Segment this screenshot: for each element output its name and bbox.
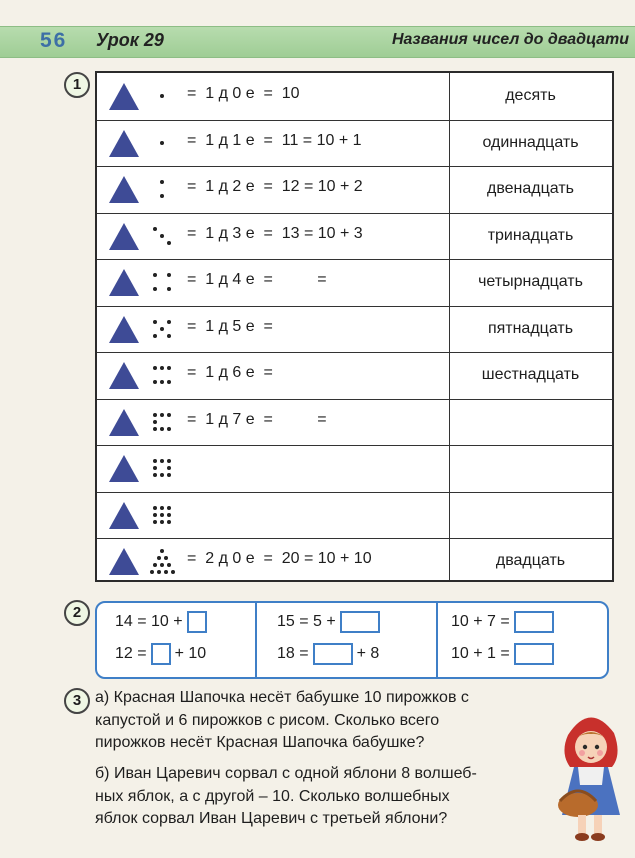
unit-dot bbox=[167, 413, 171, 417]
page-number: 56 bbox=[40, 29, 68, 52]
unit-dot bbox=[153, 563, 157, 567]
unit-dot bbox=[167, 466, 171, 470]
unit-dot bbox=[153, 506, 157, 510]
number-word: двадцать bbox=[495, 552, 566, 569]
row-formula: = 1 д 7 е = = bbox=[187, 410, 327, 428]
unit-dot bbox=[153, 287, 157, 291]
row-formula: = 1 д 1 е = 11 = 10 + 1 bbox=[187, 131, 362, 149]
unit-dot bbox=[153, 520, 157, 524]
table-row bbox=[97, 120, 612, 168]
unit-dot bbox=[157, 556, 161, 560]
ten-triangle-icon bbox=[109, 176, 139, 203]
unit-dot bbox=[160, 413, 164, 417]
problem-line: капустой и 6 пирожков с рисом. Сколько всего bbox=[95, 711, 440, 729]
equation-text: 18 = bbox=[277, 645, 309, 662]
equation bbox=[277, 643, 379, 665]
equations-box bbox=[95, 601, 609, 679]
units-dots bbox=[149, 306, 175, 352]
equation bbox=[451, 611, 554, 633]
number-word: десять bbox=[505, 87, 556, 104]
ten-triangle-icon bbox=[109, 130, 139, 157]
unit-dot bbox=[160, 380, 164, 384]
units-dots bbox=[149, 492, 175, 538]
units-dots bbox=[149, 445, 175, 491]
unit-dot bbox=[153, 420, 157, 424]
row-formula: = 1 д 3 е = 13 = 10 + 3 bbox=[187, 224, 363, 242]
problem-line: ных яблок, а с другой – 10. Сколько волшебных bbox=[95, 787, 450, 805]
unit-dot bbox=[160, 563, 164, 567]
units-dots bbox=[149, 399, 175, 445]
unit-dot bbox=[153, 380, 157, 384]
unit-dot bbox=[160, 549, 164, 553]
task-2-number: 2 bbox=[64, 600, 90, 626]
unit-dot bbox=[160, 327, 164, 331]
answer-box[interactable] bbox=[313, 643, 353, 665]
row-formula: = 1 д 2 е = 12 = 10 + 2 bbox=[187, 178, 363, 195]
equation bbox=[115, 643, 206, 665]
equation-text: 14 = 10 + bbox=[115, 613, 183, 630]
unit-dot bbox=[167, 459, 171, 463]
task-3-number: 3 bbox=[64, 688, 90, 714]
ten-triangle-icon bbox=[109, 455, 139, 482]
number-word: одиннадцать bbox=[482, 133, 579, 151]
unit-dot bbox=[160, 141, 164, 145]
unit-dot bbox=[153, 320, 157, 324]
units-dots bbox=[149, 166, 175, 212]
unit-dot bbox=[153, 413, 157, 417]
equation-text: + 8 bbox=[356, 645, 380, 662]
problem-line: пирожков несёт Красная Шапочка бабушке? bbox=[95, 734, 425, 751]
number-word: двенадцать bbox=[487, 180, 574, 197]
number-word: пятнадцать bbox=[487, 319, 574, 337]
unit-dot bbox=[153, 466, 157, 470]
table-row bbox=[97, 166, 612, 214]
unit-dot bbox=[167, 473, 171, 477]
topic-title: Названия чисел до двадцати bbox=[391, 31, 629, 48]
unit-dot bbox=[167, 563, 171, 567]
unit-dot bbox=[160, 234, 164, 238]
table-row bbox=[97, 306, 612, 354]
problem-b bbox=[95, 763, 555, 831]
answer-box[interactable] bbox=[514, 643, 554, 665]
equation-text: 10 + 1 = bbox=[451, 645, 510, 662]
unit-dot bbox=[153, 459, 157, 463]
equation bbox=[451, 643, 554, 665]
table-row bbox=[97, 445, 612, 493]
unit-dot bbox=[160, 180, 164, 184]
table-row bbox=[97, 259, 612, 307]
equation-text: 10 + 7 = bbox=[451, 613, 510, 630]
problem-line: яблок сорвал Иван Царевич с третьей яблони? bbox=[95, 810, 448, 827]
units-dots bbox=[149, 120, 175, 166]
unit-dot bbox=[167, 241, 171, 245]
unit-dot bbox=[160, 506, 164, 510]
unit-dot bbox=[167, 427, 171, 431]
unit-dot bbox=[153, 427, 157, 431]
unit-dot bbox=[160, 94, 164, 98]
equation-text: 12 = bbox=[115, 645, 147, 662]
number-word: четырнадцать bbox=[478, 273, 583, 290]
unit-dot bbox=[160, 520, 164, 524]
table-row bbox=[97, 352, 612, 400]
row-formula: = 2 д 0 е = 20 = 10 + 10 bbox=[187, 550, 372, 567]
unit-dot bbox=[167, 380, 171, 384]
unit-dot bbox=[167, 273, 171, 277]
numbers-table bbox=[95, 71, 614, 582]
row-formula: = 1 д 0 е = 10 bbox=[187, 85, 300, 102]
row-formula: = 1 д 5 е = bbox=[187, 317, 273, 335]
problem-line: б) Иван Царевич сорвал с одной яблони 8 волшеб- bbox=[95, 765, 477, 782]
unit-dot bbox=[153, 227, 157, 231]
ten-triangle-icon bbox=[109, 223, 139, 250]
unit-dot bbox=[160, 473, 164, 477]
task-1-number: 1 bbox=[64, 72, 90, 98]
ten-triangle-icon bbox=[109, 269, 139, 296]
row-formula: = 1 д 6 е = bbox=[187, 364, 273, 381]
unit-dot bbox=[160, 194, 164, 198]
ten-triangle-icon bbox=[109, 409, 139, 436]
ten-triangle-icon bbox=[109, 83, 139, 110]
equation bbox=[277, 611, 380, 633]
units-dots bbox=[149, 213, 175, 259]
unit-dot bbox=[167, 334, 171, 338]
table-row bbox=[97, 492, 612, 540]
answer-box[interactable] bbox=[340, 611, 380, 633]
answer-box[interactable] bbox=[151, 643, 171, 665]
unit-dot bbox=[160, 427, 164, 431]
unit-dot bbox=[167, 520, 171, 524]
unit-dot bbox=[164, 570, 168, 574]
unit-dot bbox=[150, 570, 154, 574]
unit-dot bbox=[157, 570, 161, 574]
ten-triangle-icon bbox=[109, 362, 139, 389]
ten-triangle-icon bbox=[109, 548, 139, 575]
column-divider bbox=[436, 603, 438, 677]
table-row bbox=[97, 399, 612, 447]
unit-dot bbox=[167, 320, 171, 324]
number-word: тринадцать bbox=[487, 226, 574, 244]
unit-dot bbox=[164, 556, 168, 560]
row-formula: = 1 д 4 е = = bbox=[187, 271, 327, 288]
red-riding-hood-illustration bbox=[548, 705, 632, 845]
page-header bbox=[0, 26, 635, 58]
unit-dot bbox=[153, 334, 157, 338]
unit-dot bbox=[160, 366, 164, 370]
ten-triangle-icon bbox=[109, 502, 139, 529]
units-dots bbox=[149, 538, 175, 584]
unit-dot bbox=[160, 513, 164, 517]
units-dots bbox=[149, 352, 175, 398]
equation-text: + 10 bbox=[174, 645, 207, 662]
equation bbox=[115, 611, 207, 633]
number-word: шестнадцать bbox=[481, 366, 580, 383]
answer-box[interactable] bbox=[187, 611, 207, 633]
unit-dot bbox=[153, 513, 157, 517]
unit-dot bbox=[153, 366, 157, 370]
unit-dot bbox=[153, 473, 157, 477]
table-row bbox=[97, 538, 612, 585]
unit-dot bbox=[171, 570, 175, 574]
column-divider bbox=[255, 603, 257, 677]
problem-a bbox=[95, 687, 555, 755]
answer-box[interactable] bbox=[514, 611, 554, 633]
units-dots bbox=[149, 73, 175, 119]
lesson-title: Урок 29 bbox=[96, 30, 164, 50]
unit-dot bbox=[153, 273, 157, 277]
ten-triangle-icon bbox=[109, 316, 139, 343]
equation-text: 15 = 5 + bbox=[277, 613, 336, 630]
units-dots bbox=[149, 259, 175, 305]
unit-dot bbox=[167, 506, 171, 510]
unit-dot bbox=[167, 513, 171, 517]
problem-line: а) Красная Шапочка несёт бабушке 10 пирожков с bbox=[95, 689, 469, 706]
unit-dot bbox=[160, 459, 164, 463]
unit-dot bbox=[167, 287, 171, 291]
unit-dot bbox=[167, 366, 171, 370]
table-row bbox=[97, 73, 612, 121]
table-row bbox=[97, 213, 612, 261]
